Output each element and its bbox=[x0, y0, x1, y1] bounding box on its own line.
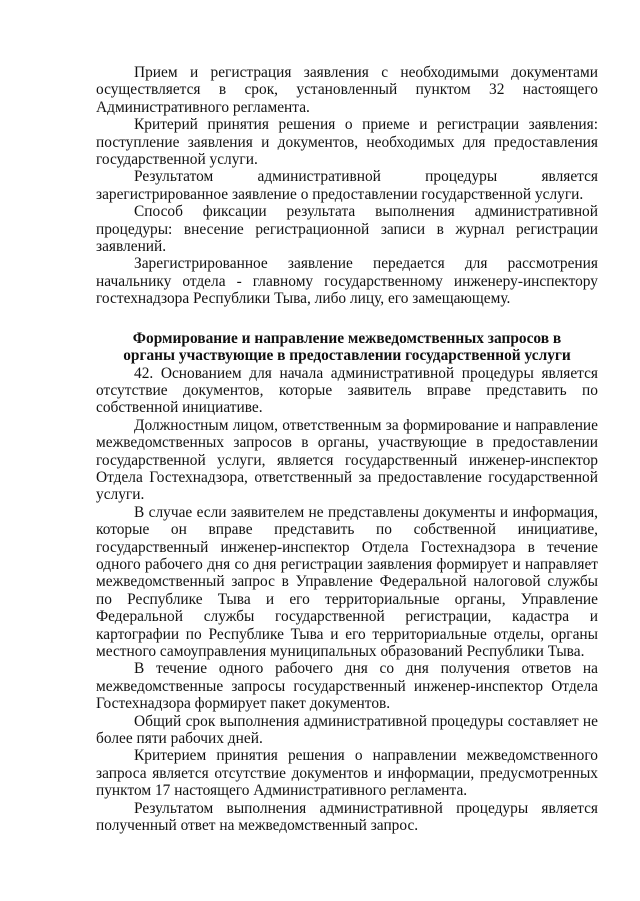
paragraph: В течение одного рабочего дня со дня получения ответов на межведомственные запросы государственный инженер-инспектор Отдела Гостехнадзора формирует пакет документов. bbox=[96, 660, 598, 713]
paragraph: Должностным лицом, ответственным за формирование и направление межведомственных запросов в органы, участвующие в предоставлении государственной услуги, является государственный инженер-инспектор Отдела Гостехнадзора, ответственный за предоставление государственной услуги. bbox=[96, 416, 598, 504]
section-heading-line: Формирование и направление межведомственных запросов в bbox=[132, 329, 562, 347]
section-heading-line: органы участвующие в предоставлении государственной услуги bbox=[123, 347, 571, 365]
paragraph: Результатом административной процедуры является зарегистрированное заявление о предоставлении государственной услуги. bbox=[96, 168, 598, 203]
paragraph: Прием и регистрация заявления с необходимыми документами осуществляется в срок, установленный пунктом 32 настоящего Административного регламента. bbox=[96, 64, 598, 116]
paragraph: В случае если заявителем не представлены документы и информация, которые он вправе представить по собственной инициативе, государственный инженер-инспектор Отдела Гостехнадзора в течение одного рабочего дня со дня регистрации заявления формирует и направляет межведомственный запрос в Управление Федеральной налоговой службы по Республике Тыва и его территориальные органы, Управление Федеральной службы государственной регистрации, кадастра и картографии по Республике Тыва и его территориальные отделы, органы местного самоуправления муниципальных образований Республики Тыва. bbox=[96, 503, 598, 660]
paragraph: Способ фиксации результата выполнения административной процедуры: внесение регистрационной записи в журнал регистрации заявлений. bbox=[96, 203, 598, 256]
paragraph: Результатом выполнения административной процедуры является полученный ответ на межведомственный запрос. bbox=[96, 799, 598, 835]
paragraph: Критерием принятия решения о направлении межведомственного запроса является отсутствие документов и информации, предусмотренных пунктом 17 настоящего Административного регламента. bbox=[96, 747, 598, 800]
paragraph: 42. Основанием для начала административной процедуры является отсутствие документов, которые заявитель вправе представить по собственной инициативе. bbox=[96, 364, 598, 417]
document-body bbox=[96, 64, 598, 834]
section-heading bbox=[96, 330, 598, 365]
paragraph: Критерий принятия решения о приеме и регистрации заявления: поступление заявления и документов, необходимых для предоставления государственной услуги. bbox=[96, 116, 598, 169]
paragraph: Зарегистрированное заявление передается для рассмотрения начальнику отдела - главному государственному инженеру-инспектору гостехнадзора Республики Тыва, либо лицу, его замещающему. bbox=[96, 255, 598, 308]
paragraph: Общий срок выполнения административной процедуры составляет не более пяти рабочих дней. bbox=[96, 712, 598, 748]
